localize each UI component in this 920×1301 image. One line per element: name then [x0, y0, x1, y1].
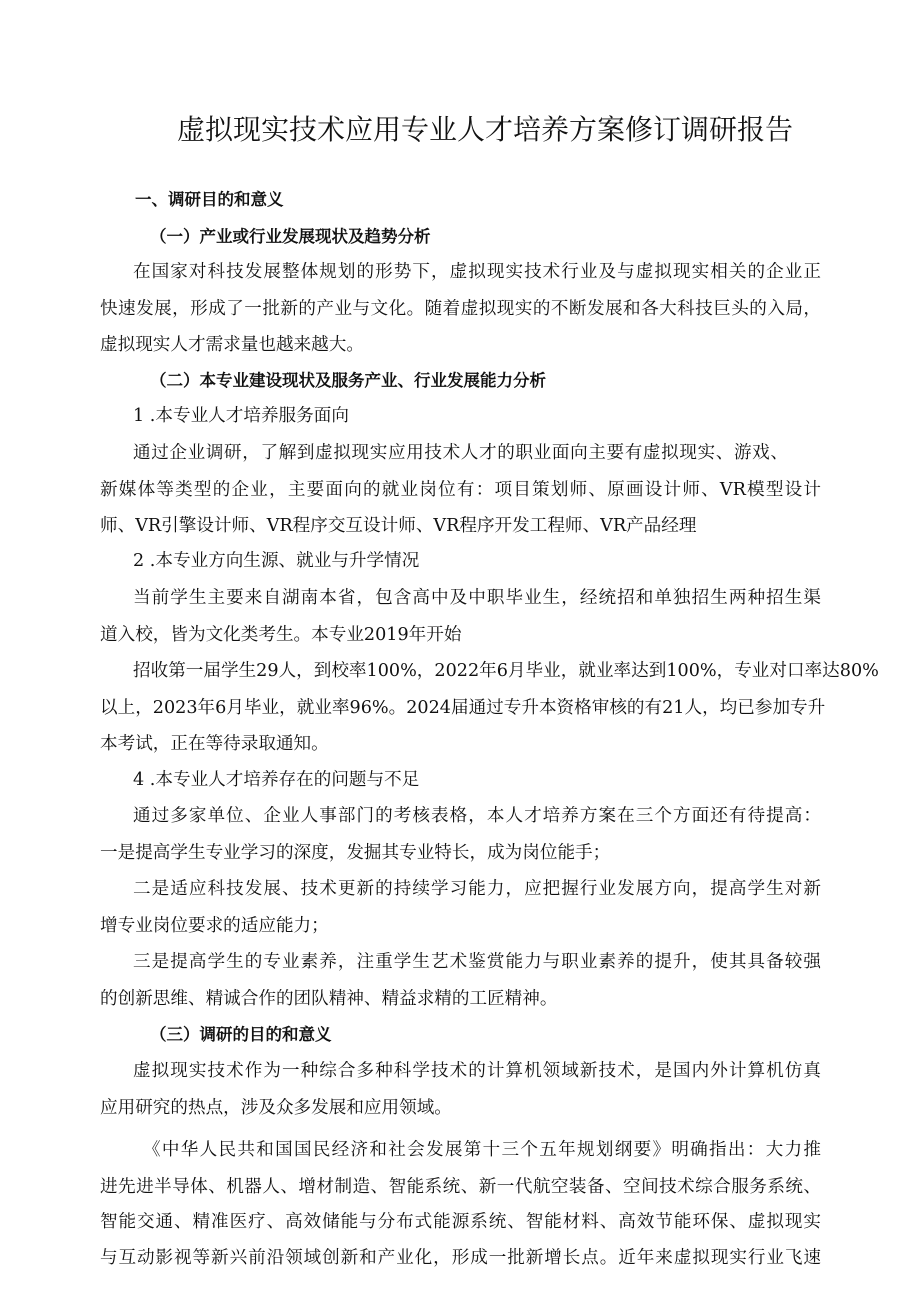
subsection-heading-3: （三）调研的目的和意义 — [150, 1025, 332, 1044]
list-item-heading-1: 1 .本专业人才培养服务面向 — [133, 406, 349, 426]
list-item-heading-4: 4 .本专业人才培养存在的问题与不足 — [133, 770, 420, 790]
paragraph-line: 通过多家单位、企业人事部门的考核表格，本人才培养方案在三个方面还有待提高： — [133, 806, 821, 826]
paragraph-line: 虚拟现实技术作为一种综合多种科学技术的计算机领域新技术，是国内外计算机仿真 — [133, 1061, 821, 1081]
paragraph-line: 当前学生主要来自湖南本省，包含高中及中职毕业生，经统招和单独招生两种招生渠 — [133, 588, 821, 608]
paragraph-line: 通过企业调研，了解到虚拟现实应用技术人才的职业面向主要有虚拟现实、游戏、 — [133, 443, 788, 463]
list-item-heading-2: 2 .本专业方向生源、就业与升学情况 — [133, 551, 420, 571]
paragraph-line: 进先进半导体、机器人、增材制造、智能系统、新一代航空装备、空间技术综合服务系统、 — [100, 1177, 821, 1197]
paragraph-line: 虚拟现实人才需求量也越来越大。 — [100, 335, 364, 355]
subsection-heading-2: （二）本专业建设现状及服务产业、行业发展能力分析 — [150, 371, 546, 390]
paragraph-line: 招收第一届学生29人，到校率100%，2022年6月毕业，就业率达到100%，专业对口率达80% — [133, 661, 879, 681]
paragraph-line: 道入校，皆为文化类考生。本专业2019年开始 — [100, 625, 462, 645]
paragraph-line: 本考试，正在等待录取通知。 — [100, 734, 329, 754]
paragraph-line: 新媒体等类型的企业，主要面向的就业岗位有：项目策划师、原画设计师、VR模型设计 — [100, 480, 821, 500]
paragraph-line: 一是提高学生专业学习的深度，发掘其专业特长，成为岗位能手； — [100, 843, 611, 863]
paragraph-line: 《中华人民共和国国民经济和社会发展第十三个五年规划纲要》明确指出：大力推 — [143, 1140, 821, 1160]
paragraph-line: 二是适应科技发展、技术更新的持续学习能力，应把握行业发展方向，提高学生对新 — [133, 879, 821, 899]
paragraph-line: 师、VR引擎设计师、VR程序交互设计师、VR程序开发工程师、VR产品经理 — [100, 516, 697, 536]
paragraph-line: 的创新思维、精诚合作的团队精神、精益求精的工匠精神。 — [100, 989, 558, 1009]
paragraph-line: 增专业岗位要求的适应能力； — [100, 916, 329, 936]
section-heading-1: 一、调研目的和意义 — [135, 190, 284, 209]
paragraph-line: 以上，2023年6月毕业，就业率96%。2024届通过专升本资格审核的有21人，均已参加专升 — [100, 698, 826, 718]
paragraph-line: 在国家对科技发展整体规划的形势下，虚拟现实技术行业及与虚拟现实相关的企业正 — [133, 262, 821, 282]
paragraph-line: 应用研究的热点，涉及众多发展和应用领域。 — [100, 1098, 452, 1118]
subsection-heading-1: （一）产业或行业发展现状及趋势分析 — [150, 227, 431, 246]
paragraph-line: 快速发展，形成了一批新的产业与文化。随着虚拟现实的不断发展和各大科技巨头的入局， — [100, 299, 821, 319]
paragraph-line: 与互动影视等新兴前沿领域创新和产业化，形成一批新增长点。近年来虚拟现实行业飞速 — [100, 1248, 821, 1268]
paragraph-line: 智能交通、精准医疗、高效储能与分布式能源系统、智能材料、高效节能环保、虚拟现实 — [100, 1212, 821, 1232]
document-title: 虚拟现实技术应用专业人才培养方案修订调研报告 — [176, 113, 793, 146]
paragraph-line: 三是提高学生的专业素养，注重学生艺术鉴赏能力与职业素养的提升，使其具备较强 — [133, 952, 821, 972]
